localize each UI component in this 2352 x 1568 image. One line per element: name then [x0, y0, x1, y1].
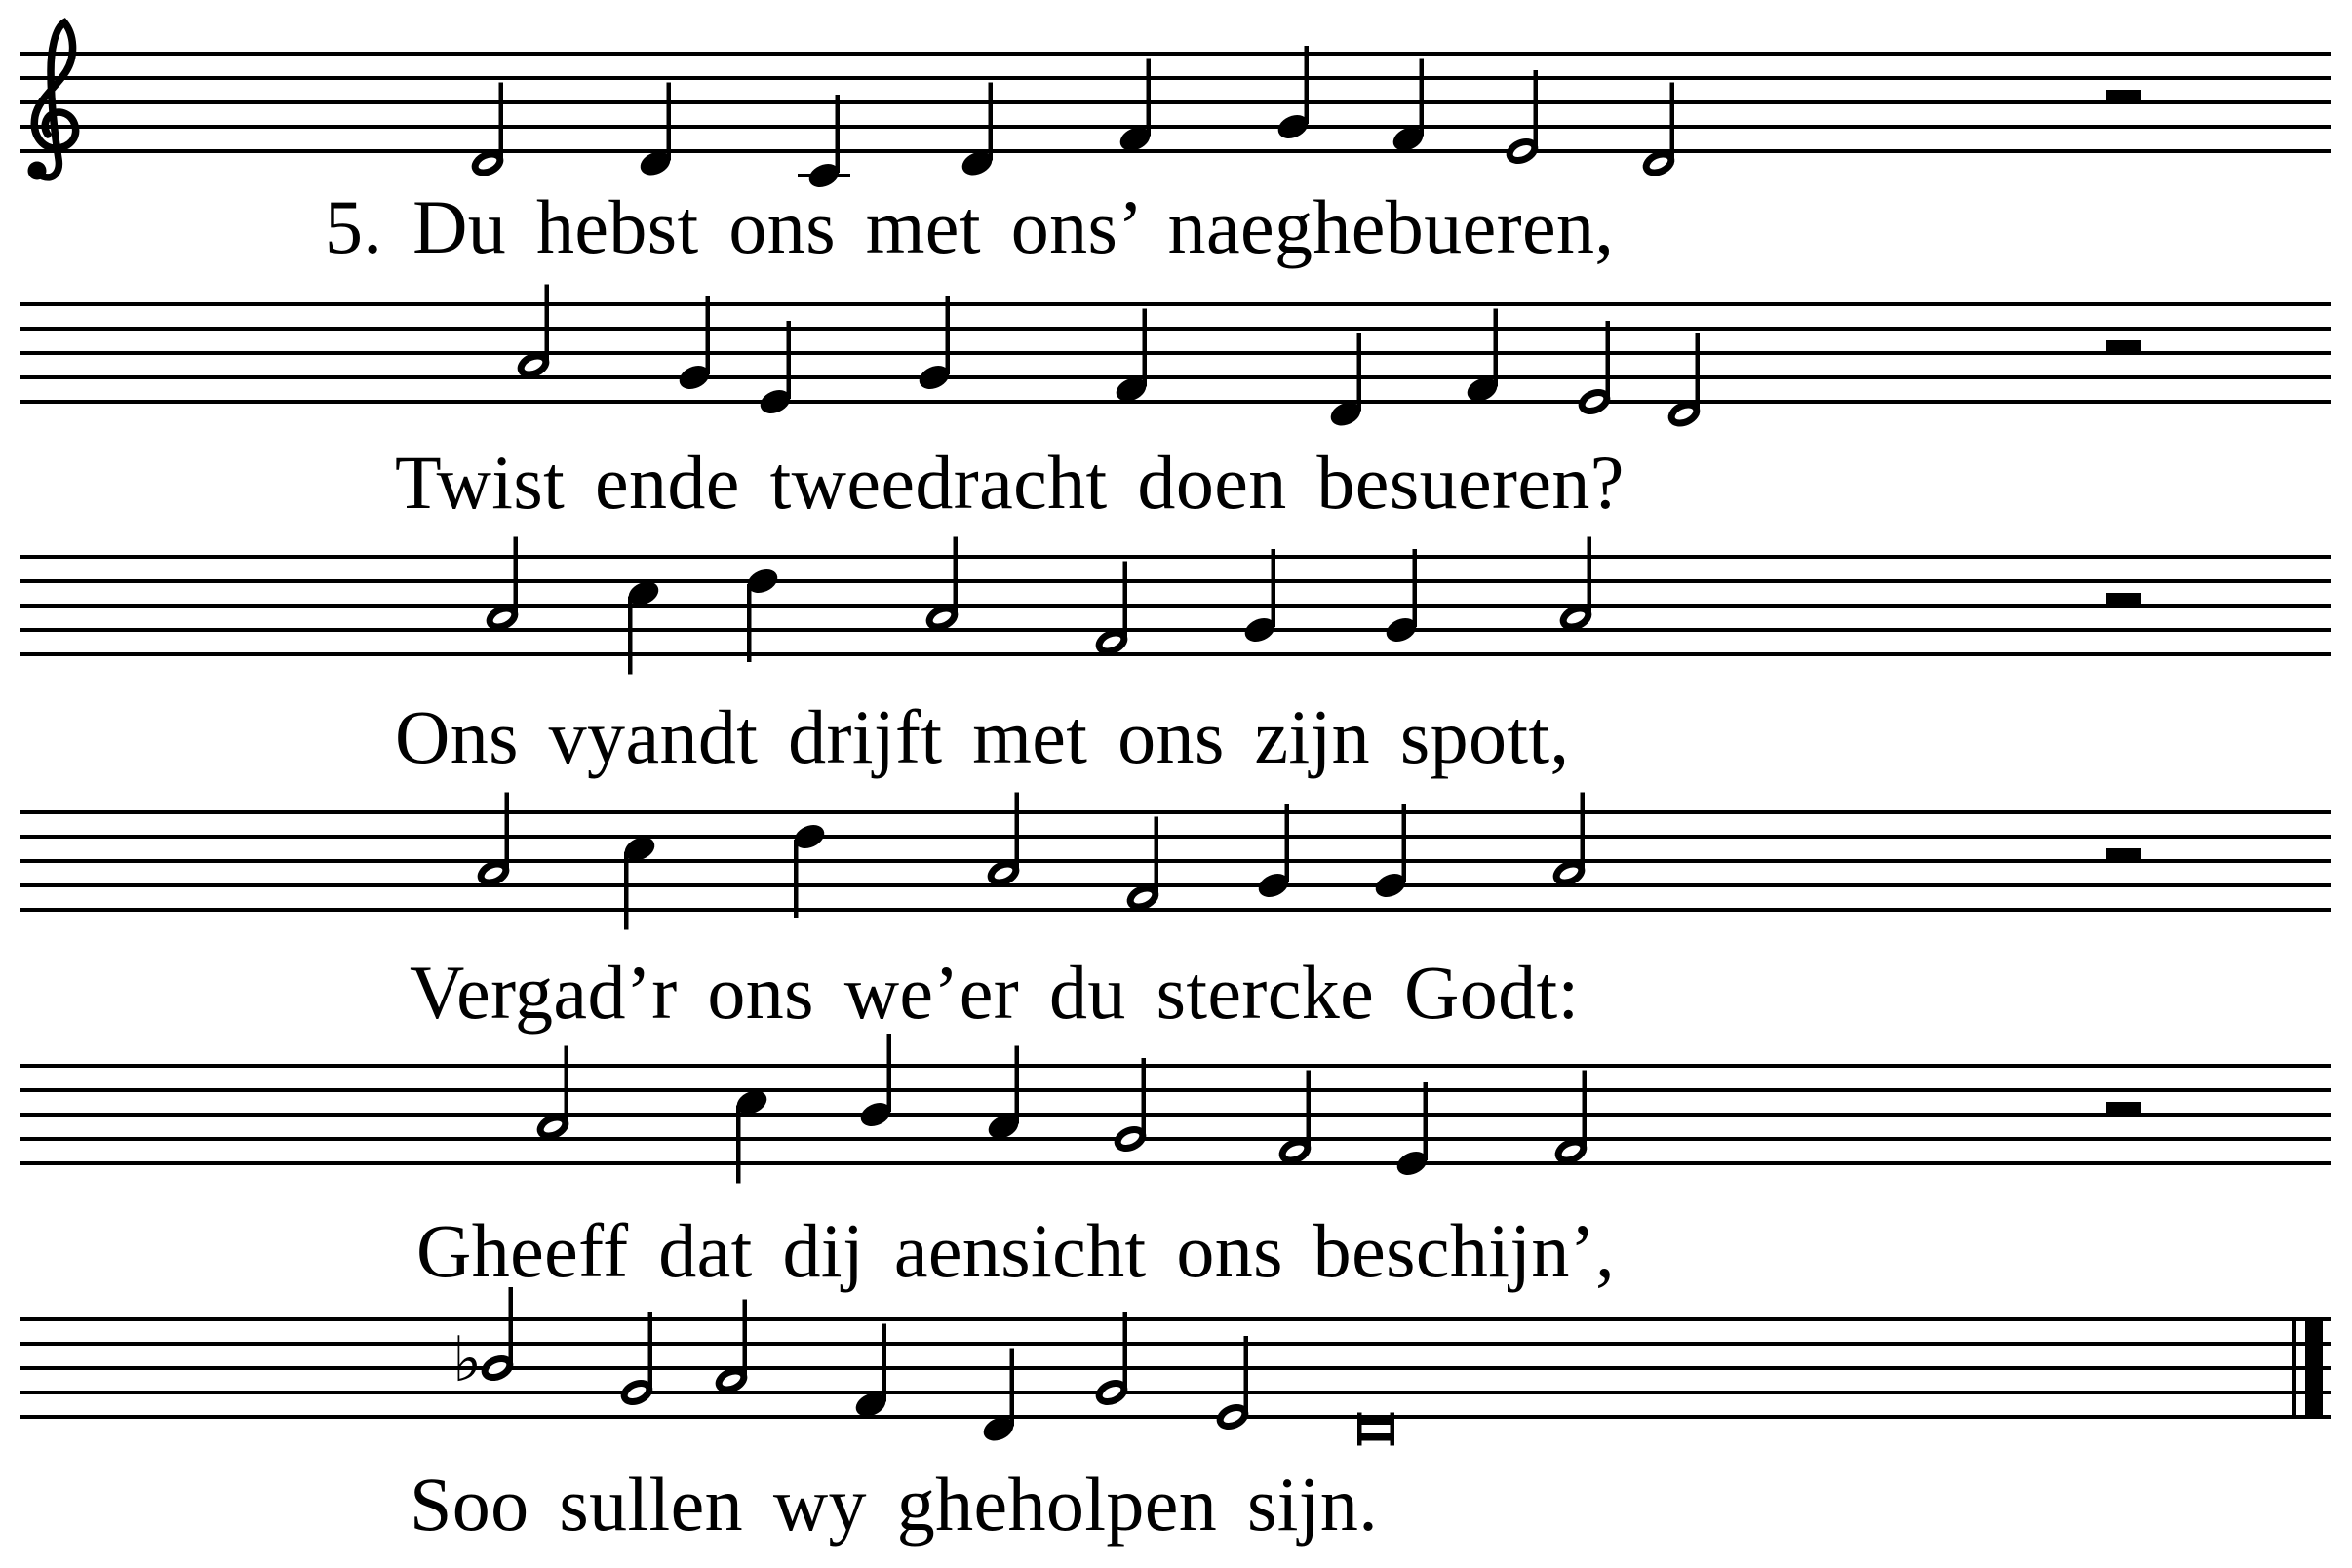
- staff-line: [20, 400, 2331, 404]
- note-stem: [1015, 1046, 1020, 1124]
- note-stem: [954, 537, 959, 615]
- note-stem: [565, 1046, 569, 1124]
- note-stem: [989, 83, 994, 161]
- note-stem: [505, 793, 510, 871]
- notehead: [1507, 138, 1538, 165]
- treble-clef-blob: [28, 162, 47, 180]
- note-stem: [1244, 1336, 1249, 1414]
- note-stem: [1010, 1349, 1015, 1427]
- note-stem: [1272, 549, 1276, 627]
- note-stem: [1494, 309, 1499, 387]
- staff-line: [20, 859, 2331, 863]
- note-stem: [1413, 549, 1418, 627]
- note-stem: [628, 597, 633, 675]
- lyric-line-6: Soo sullen wy gheholpen sijn.: [410, 1462, 1379, 1547]
- notehead: [487, 605, 518, 631]
- staff-line: [20, 1161, 2331, 1165]
- staff-line: [20, 908, 2331, 912]
- breve-note: [1357, 1418, 1394, 1426]
- note-stem: [545, 285, 550, 363]
- note-stem: [1307, 1071, 1312, 1149]
- note-stem: [667, 83, 672, 161]
- staff-line: [20, 327, 2331, 331]
- notehead: [988, 860, 1019, 886]
- notehead: [621, 1380, 652, 1406]
- lyric-line-2: Twist ende tweedracht doen besueren?: [395, 440, 1625, 525]
- notehead: [1668, 401, 1700, 427]
- note-stem: [1534, 70, 1539, 148]
- notehead: [537, 1114, 568, 1140]
- notehead: [1555, 1138, 1587, 1164]
- staff-line: [20, 76, 2331, 80]
- notehead: [1560, 605, 1591, 631]
- staff-line: [20, 1088, 2331, 1092]
- half-rest: [2106, 90, 2141, 102]
- note-stem: [1670, 83, 1675, 161]
- staff-line: [20, 302, 2331, 306]
- note-stem: [1581, 793, 1586, 871]
- note-stem: [1147, 59, 1152, 137]
- notehead: [478, 860, 509, 886]
- note-stem: [1123, 562, 1128, 640]
- treble-clef-stroke: [34, 22, 75, 177]
- note-stem: [1588, 537, 1592, 615]
- staff-line: [20, 1391, 2331, 1394]
- note-stem: [736, 1106, 741, 1184]
- note-stem: [1142, 1058, 1147, 1136]
- lyric-line-4: Vergad’r ons we’er du stercke Godt:: [410, 950, 1580, 1035]
- note-stem: [1123, 1312, 1128, 1390]
- note-stem: [624, 852, 629, 930]
- note-stem: [836, 95, 841, 173]
- staff-line: [20, 810, 2331, 814]
- staff-line: [20, 1064, 2331, 1068]
- lyric-line-1: 5. Du hebst ons met ons’ naeghebueren,: [325, 184, 1615, 269]
- staff-line: [20, 835, 2331, 839]
- breve-note: [1357, 1433, 1394, 1441]
- staff-line: [20, 149, 2331, 153]
- staff-line: [20, 1317, 2331, 1321]
- notehead: [1115, 1126, 1146, 1153]
- note-stem: [747, 584, 752, 662]
- note-stem: [514, 537, 519, 615]
- half-rest: [2106, 1102, 2141, 1115]
- note-stem: [882, 1324, 887, 1402]
- note-stem: [1015, 793, 1020, 871]
- notehead: [1217, 1404, 1248, 1431]
- staff-line: [20, 555, 2331, 559]
- final-barline-thick: [2305, 1317, 2323, 1419]
- note-stem: [648, 1312, 653, 1390]
- note-stem: [1402, 804, 1407, 882]
- half-rest: [2106, 340, 2141, 353]
- note-stem: [509, 1287, 514, 1365]
- half-rest: [2106, 848, 2141, 861]
- notehead: [472, 150, 503, 176]
- staff-line: [20, 628, 2331, 632]
- note-stem: [1143, 309, 1148, 387]
- staff-line: [20, 1113, 2331, 1117]
- note-stem: [887, 1034, 892, 1112]
- lyric-line-3: Ons vyandt drijft met ons zijn spott,: [395, 694, 1570, 779]
- half-rest: [2106, 593, 2141, 606]
- note-stem: [787, 321, 792, 399]
- notehead: [1553, 860, 1585, 886]
- note-stem: [1285, 804, 1290, 882]
- note-stem: [1424, 1082, 1429, 1160]
- note-stem: [1357, 333, 1362, 412]
- note-stem: [706, 296, 711, 374]
- staff-line: [20, 1366, 2331, 1370]
- flat-sign: ♭: [452, 1324, 483, 1396]
- notehead: [1579, 389, 1610, 415]
- notehead: [482, 1355, 513, 1382]
- final-barline-thin: [2292, 1317, 2296, 1419]
- notehead: [518, 352, 549, 378]
- staff-line: [20, 375, 2331, 379]
- staff-line: [20, 100, 2331, 104]
- notehead: [1096, 1380, 1127, 1406]
- note-stem: [1155, 817, 1159, 895]
- notehead: [716, 1367, 747, 1393]
- note-stem: [1606, 321, 1611, 399]
- note-stem: [946, 296, 951, 374]
- lyric-line-5: Gheeff dat dij aensicht ons beschijn’,: [416, 1208, 1615, 1293]
- note-stem: [1583, 1071, 1588, 1149]
- staff-line: [20, 1137, 2331, 1141]
- staff-line: [20, 579, 2331, 583]
- staff-line: [20, 604, 2331, 608]
- staff-line: [20, 351, 2331, 355]
- staff-line: [20, 1342, 2331, 1346]
- note-stem: [499, 83, 504, 161]
- note-stem: [743, 1300, 748, 1378]
- note-stem: [1696, 333, 1701, 412]
- notehead: [1643, 150, 1674, 176]
- notehead: [1279, 1138, 1311, 1164]
- notehead: [1096, 629, 1127, 655]
- staff-line: [20, 883, 2331, 887]
- note-stem: [1420, 59, 1425, 137]
- staff-line: [20, 1415, 2331, 1419]
- staff-line: [20, 125, 2331, 129]
- note-stem: [794, 840, 799, 918]
- notehead: [926, 605, 958, 631]
- staff-line: [20, 652, 2331, 656]
- notehead: [1127, 884, 1158, 911]
- note-stem: [1305, 46, 1310, 124]
- staff-line: [20, 52, 2331, 56]
